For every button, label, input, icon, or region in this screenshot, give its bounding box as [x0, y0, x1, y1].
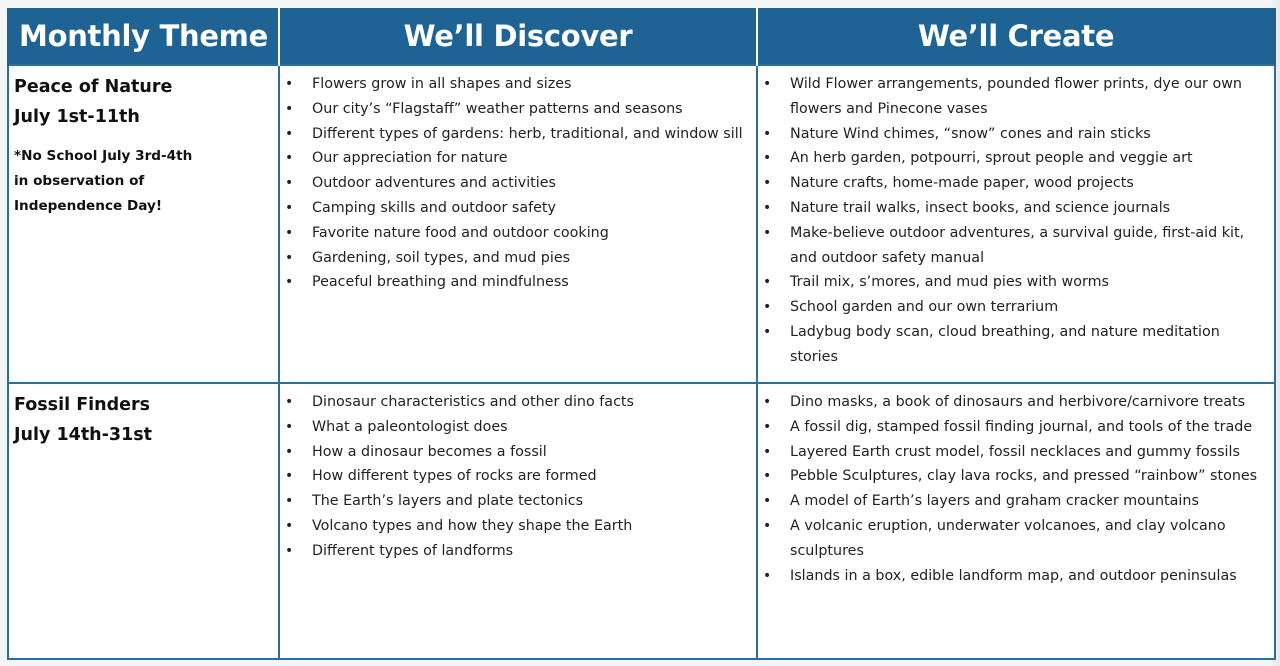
discover-cell — [279, 383, 757, 659]
list-item: • Camping skills and outdoor safety — [280, 196, 752, 221]
table-row — [8, 65, 1275, 383]
theme-name: Fossil Finders — [14, 395, 151, 415]
list-item: • Flowers grow in all shapes and sizes — [280, 72, 752, 97]
list-item: • Make-believe outdoor adventures, a survival guide, first-aid kit, and outdoor safety manual — [758, 221, 1270, 271]
theme-schedule-table — [7, 8, 1276, 660]
header-monthly-theme: Monthly Theme — [8, 8, 279, 65]
list-item: • Our appreciation for nature — [280, 146, 752, 171]
list-item: • Dinosaur characteristics and other dino facts — [280, 390, 752, 415]
table-row — [8, 383, 1275, 659]
list-item: • The Earth’s layers and plate tectonics — [280, 489, 752, 514]
list-item: • How different types of rocks are formed — [280, 464, 752, 489]
discover-list — [280, 66, 756, 295]
theme-note — [9, 144, 278, 219]
note-line: Independence Day! — [14, 198, 163, 214]
list-item: • Dino masks, a book of dinosaurs and herbivore/carnivore treats — [758, 390, 1270, 415]
list-item: • Layered Earth crust model, fossil necklaces and gummy fossils — [758, 440, 1270, 465]
theme-date: July 14th-31st — [14, 425, 153, 445]
list-item: • Different types of gardens: herb, traditional, and window sill — [280, 122, 752, 147]
theme-cell — [8, 65, 279, 383]
create-list — [758, 66, 1274, 370]
list-item: • Gardening, soil types, and mud pies — [280, 246, 752, 271]
create-cell — [757, 65, 1275, 383]
theme-date: July 1st-11th — [14, 107, 140, 127]
note-line: *No School July 3rd-4th — [14, 148, 193, 164]
theme-cell — [8, 383, 279, 659]
list-item: • How a dinosaur becomes a fossil — [280, 440, 752, 465]
create-cell — [757, 383, 1275, 659]
note-line: in observation of — [14, 173, 145, 189]
list-item: • Outdoor adventures and activities — [280, 171, 752, 196]
list-item: • Favorite nature food and outdoor cooking — [280, 221, 752, 246]
table-header-row — [8, 8, 1275, 65]
discover-cell — [279, 65, 757, 383]
list-item: • Volcano types and how they shape the Earth — [280, 514, 752, 539]
header-discover: We’ll Discover — [279, 8, 757, 65]
header-create: We’ll Create — [757, 8, 1275, 65]
discover-list — [280, 384, 756, 564]
list-item: • What a paleontologist does — [280, 415, 752, 440]
list-item: • An herb garden, potpourri, sprout people and veggie art — [758, 146, 1270, 171]
list-item: • Trail mix, s’mores, and mud pies with worms — [758, 270, 1270, 295]
list-item: • Nature crafts, home-made paper, wood projects — [758, 171, 1270, 196]
list-item: • Pebble Sculptures, clay lava rocks, and pressed “rainbow” stones — [758, 464, 1270, 489]
list-item: • Islands in a box, edible landform map, and outdoor peninsulas — [758, 564, 1270, 589]
create-list — [758, 384, 1274, 588]
list-item: • Wild Flower arrangements, pounded flower prints, dye our own flowers and Pinecone vases — [758, 72, 1270, 122]
list-item: • A volcanic eruption, underwater volcanoes, and clay volcano sculptures — [758, 514, 1270, 564]
list-item: • School garden and our own terrarium — [758, 295, 1270, 320]
list-item: • Peaceful breathing and mindfulness — [280, 270, 752, 295]
list-item: • A fossil dig, stamped fossil finding journal, and tools of the trade — [758, 415, 1270, 440]
theme-name: Peace of Nature — [14, 77, 173, 97]
list-item: • Nature trail walks, insect books, and science journals — [758, 196, 1270, 221]
list-item: • Different types of landforms — [280, 539, 752, 564]
list-item: • Ladybug body scan, cloud breathing, and nature meditation stories — [758, 320, 1270, 370]
list-item: • A model of Earth’s layers and graham cracker mountains — [758, 489, 1270, 514]
list-item: • Nature Wind chimes, “snow” cones and rain sticks — [758, 122, 1270, 147]
list-item: • Our city’s “Flagstaff” weather patterns and seasons — [280, 97, 752, 122]
